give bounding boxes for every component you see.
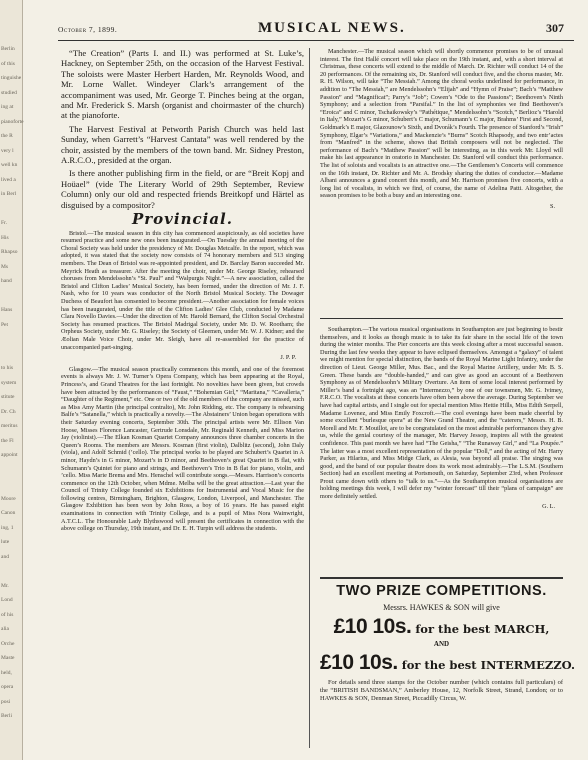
southampton-report: Southampton.—The various musical organisations in Southampton are just beginning to bestir themselves, and it looks as though music is to take its fair share in the social life of the town during the winter months. The Pier concerts are this week closing after a most successful season. During the last few weeks they appear to have eclipsed themselves. Amongst a “galaxy” of talent we might mention for special distinction, the bands of the Royal Marine Light Infantry, under the direction of Lieut. George Miller, Mus. Bac., and the Royal Marine Artillery, under Mr. B. S. Green. These bands are “double-handed,” and can give as good an account of a Beethoven Symphony as of Mendelssohn’s Military Overture. An item of some local interest performed by Miller’s band a fortnight ago, was an “Intermezzo,” by one of our townsmen, Mr. G. Ivimey, F.R.C.O. The vocalists at these concerts have often been above the average. During September we have had capital artists, and I single out for special mention Miss Hettie Hills, Miss Edith Serpell, Madame Lovenez, and Miss Emily Foxcroft.—The cool evenings have been made cheerful by some excellent “burlesque opera” at the New Grand Theatre, and the “caterers,” Messrs. H. B. Morell and Mr. F. Mouillot, are to be congratulated on the most admirable performances they give us, while the genial courtesy of the manager, Mr. Harvey Jessop, inspires all with the greatest confidence. This past month we have had “The Geisha,” “The Runaway Girl,” and “La Poupée.” The latter was a most excellent representation of the popular “Doll,” and the acting of Mr. Harry Parker, as Hilarius, and Miss Midge Clark, as Alesia, was beyond all praise. The singing was good, and the band of our popular theatre does its work most admirably.—The L.S.M. (Southern Section) had an excellent meeting at Portsmouth, on Saturday, September 23rd, when Professor Prout came down with others to “talk to us.”—As the Southampton musical organisations are holding meetings this week, I will defer my “winter forecast” till their “plans of campaign” are more definitely settled.	[320, 326, 563, 501]
margin-fragment: well kn	[1, 162, 18, 168]
margin-fragment: very l	[1, 147, 14, 154]
margin-fragment: Canon	[1, 510, 16, 516]
margin-fragment: alia	[1, 626, 9, 632]
page-number: 307	[546, 21, 564, 35]
advert-body: For details send three stamps for the October number (which contains full particulars) of the “BRITISH BANDSMAN,” Amberley House, 12, Norfolk Street, Strand, London; or to HAWKES & SON, Denman Street, Piccadilly Circus, W.	[320, 679, 563, 702]
prize-march-text: for the best MARCH,	[415, 622, 550, 636]
advert-rule	[320, 577, 563, 579]
margin-fragment: Dr. Ch	[1, 408, 16, 415]
southampton-block	[320, 326, 563, 574]
margin-fragment: Mr.	[1, 582, 9, 589]
margin-fragment: tinguishe	[1, 75, 22, 81]
advertisement	[320, 583, 575, 702]
petworth-paragraph: The Harvest Festival at Petworth Parish Church was held last Sunday, when Garrett’s “Harvest Cantata” was well rendered by the choir, assisted by the members of the town band. Mr. Sidney Preston, A.R.C.O., presided at the organ.	[61, 123, 304, 166]
margin-fragment: meritus	[1, 423, 18, 429]
masthead-title: MUSICAL NEWS.	[258, 20, 406, 36]
bristol-report: Bristol.—The musical season in this city has commenced auspiciously, as old societies have resumed practice and some new ones been inaugurated.—On Tuesday the annual meeting of the Choral Society was held under the presidency of Mr. Douglas Metcalfe. In the report, which was adopted, it was stated that the society now consists of 74 honorary members and 513 singing members. The Dean of Bristol was re-appointed president, and Dr. Barclay Baron succeeded Mr. Meyrick Heath as treasurer. After the meeting the choir, under Mr. George Riseley, rehearsed choruses from Mendelssohn’s “St. Paul” and “Walpurgis Night.”—A new association, called the Bristol and Clifton Ladies’ Musical Society, has been formed, under the direction of Mr. J. F. Nash, who for 10 years was conductor of the North Bristol Musical Society. The Dowager Duchess of Beaufort has consented to become president.—Another association for female voices has been inaugurated, under the title of the Clifton Ladies’ Glee Club, conducted by Madame Clara Novello Davies.—Under the direction of Mr. Harold Bernard, the Clifton Social Orchestral Society has resumed practices. The Bristol Madrigal Society, under Mr. D. W. Rootham; the Orpheus Society, under Mr. G. Riseley; the Society of Gleemen, under Mr. W. J. Kidner; and the Æolian Male Voice Choir, under Mr. Sleigh, have all re-assembled for the practice of unaccompanied part-singing.	[61, 229, 304, 351]
creation-paragraph: “The Creation” (Parts I. and II.) was performed at St. Luke’s, Hackney, on September 25th, on the occasion of the Harvest Festival. The soloists were Master Herbert Harden, Mr. Reynolds Wood, and Mr. Lorne Wallet. Windeyer Clark’s arrangement of the accompaniment was used, Mr. George T. Pinches being at the organ, and Mr. Frederick S. Marsh (organist and choirmaster of the church) at the pianoforte.	[61, 48, 304, 121]
margin-fragment: posi	[1, 698, 11, 705]
margin-fragment: ing at	[1, 104, 14, 110]
bristol-signature: J. P. P.	[280, 354, 296, 362]
advert-title: TWO PRIZE COMPETITIONS.	[336, 583, 547, 599]
prize-intermezzo-text: for the best INTERMEZZO.	[401, 658, 575, 672]
margin-fragment: lute	[1, 539, 10, 545]
margin-fragment: the Fl	[1, 437, 14, 444]
prize-intermezzo-amount: £10 10s.	[320, 651, 398, 674]
margin-fragment: Orche	[1, 640, 15, 647]
margin-fragment: studied	[1, 89, 17, 96]
breitkopf-paragraph: Is there another publishing firm in the field, or are “Breit Kopj and Hoüael” (vide The Literary World of 29th September, Review Column) only our old and respected friends Breitkopf und Härtel as disguised by a compositor?	[61, 168, 304, 210]
margin-fragment: pianoforte	[1, 118, 24, 125]
manchester-block	[320, 48, 563, 316]
margin-fragment: of this	[1, 60, 15, 67]
advert-sponsor: Messrs. HAWKES & SON will give	[383, 603, 500, 612]
margin-fragment: Lond	[1, 597, 13, 603]
margin-fragment: Fr.	[1, 220, 7, 226]
margin-fragment: ing, 1	[1, 524, 14, 531]
margin-fragment: His	[1, 234, 9, 241]
margin-fragment: hand	[1, 278, 12, 284]
prize-intermezzo	[320, 651, 575, 675]
manchester-signature: S.	[550, 202, 555, 210]
margin-fragment: of his	[1, 611, 14, 618]
margin-fragment: Berli	[1, 713, 12, 719]
margin-fragment: Ms	[1, 263, 9, 270]
adjacent-page-margin	[0, 0, 23, 760]
margin-fragment: Moore	[1, 495, 16, 502]
margin-fragment: opera	[1, 684, 14, 690]
section-heading-provincial: Provincial.	[132, 210, 233, 229]
advert-and: AND	[433, 640, 450, 648]
margin-fragment: held,	[1, 669, 12, 676]
margin-fragment: lived a	[1, 176, 16, 183]
section-rule	[320, 318, 563, 319]
prize-march	[320, 615, 563, 639]
left-column	[61, 48, 304, 753]
issue-date: October 7, 1899.	[58, 25, 118, 34]
prize-march-amount: £10 10s.	[333, 615, 412, 638]
margin-fragment: stitute	[1, 394, 15, 400]
southampton-signature: G. L.	[542, 502, 555, 510]
margin-fragment: to his	[1, 365, 14, 371]
margin-fragment: Rhapso	[1, 249, 18, 255]
margin-fragment: system	[1, 379, 17, 386]
margin-fragment: and	[1, 553, 9, 560]
margin-fragment: the R	[1, 133, 13, 139]
margin-fragment: Pet	[1, 321, 9, 328]
header-rule	[58, 40, 574, 41]
margin-fragment: appoint	[1, 452, 18, 458]
margin-fragment: Berlin	[1, 46, 15, 52]
margin-fragment: Hans	[1, 307, 13, 313]
glasgow-report: Glasgow.—The musical season practically commences this month, and one of the foremost events is always Mr. J. W. Turner’s Opera Company, which has been appearing at the Royal, Princess’s, and Grand Theatres for the last fortnight. No novelties have been given, but crowds have been attracted by the performances of “Faust,” “Bohemian Girl,” “Maritana,” “Cavalleria,” “Daughter of the Regiment,” etc. One or two of the old members of the company are missed, such as Miss Amy Martin (the principal contralto), Mr. John Ridding, etc. The company is rehearsing Balfe’s “Satanella,” which is practically a novelty.—The Abstainers’ Union began operations with their Saturday evening concerts, September 30th. The principal artists were Mr. Ellison Van Hoose, Misses Florence Lancaster, Gertrude Lonsdale, Mr. Reginald Kenneth, and Miss Marion Jay (violinist).—The Elkan Kosman Quartet Company announces three chamber concerts in the Queen’s Rooms. The members are Messrs. Kosman (first violin), Dalblitz (second), John Daly (viola), and Adolf Schmid (’cello). The principal works to be played are Schubert’s Quartet in A minor, Haydn’s in G minor, Mozart’s in D minor, and Beethoven’s great Quartet in B flat, with Schumann’s Quintet for piano and strings, and Beethoven’s Trio in B flat for piano, violin, and ’cello. Miss Marie Brema and Mrs. Henschel will contribute songs.—Messrs. Harrison’s concerts commence on the 12th October, when Mdme. Melba will be the great attraction.—Last year the Council of Trinity College founded six Exhibitions for Instrumental and Vocal Music for the following centres, Birmingham, Brighton, Glasgow, London, Liverpool, and Manchester. The Glasgow Exhibition has been won by John Ross, a boy of 16 years. He has passed eight examinations in connection with Trinity College, and is a pupil of Miss Nora Wainwright, A.T.C.L. The Honourable Lady Blythswood will present the certificates in connection with the above college on Thursday, 19th instant, and Dr. E. H. Turpin will address the students.	[61, 365, 304, 533]
manchester-report: Manchester.—The musical season which will shortly commence promises to be of unusual interest. The first Hallé concert will take place on the 19th instant, and, with a short interval at Christmas, these concerts will extend to the middle of March. Dr. Richter will conduct 14 of the 20 performances. Of the remaining six, Dr. Stanford will conduct five, and the chorus master, Mr. R. H. Wilson, will take “The Messiah.” Among the choral works underlined for performance, in addition to “The Messiah,” are Mendelssohn’s “Elijah” and “Hymn of Praise”; Bach’s “Matthew Passion” and “Magnificat”; Parry’s “Job”; Cowen’s “Ode to the Passions”; Beethoven’s Ninth Symphony; and a selection from “Parsifal.” In the list of symphonies we find Beethoven’s “Eroica” and C minor, Tschaikowsky’s “Pathétique,” Mendelssohn’s “Scotch,” Berlioz’s “Harold in Italy,” Mozart’s G minor, Schubert’s C major, Schumann’s C major, Brahms’ First and Second, Goldmark’s E major, Glazounow’s Sixth, and Dvorák’s Fourth. The presence of Stanford’s “Irish” Symphony, Elgar’s “Variations,” and Mackenzie’s “Burns” Scotch Rhapsody, and two entr’actes from “Manfred” in the scheme, shows that British composers will not be neglected. The performance of Bach’s “Matthew Passion” will be interesting, as in this work Mr. Lloyd will make his last appearance in oratorio in Manchester. Dr. Stanford will conduct this performance. The list of soloists and vocalists is an attractive one.—The Gentlemen’s Concerts will commence on the 16th instant, Dr. Richter and Mr. A. Brodsky sharing the duties of conductor.—Madame Albani announces a grand concert this month, and Mr. Harrison promises five concerts, with a long list of vocalists, in which we find, of course, the name of Adelina Patti. Altogether, the season promises to be both a busy and an interesting one.	[320, 48, 563, 200]
column-divider	[309, 48, 310, 748]
margin-fragment: in Berl	[1, 191, 17, 197]
newspaper-page	[28, 0, 584, 760]
margin-fragment: Maste	[1, 655, 15, 661]
